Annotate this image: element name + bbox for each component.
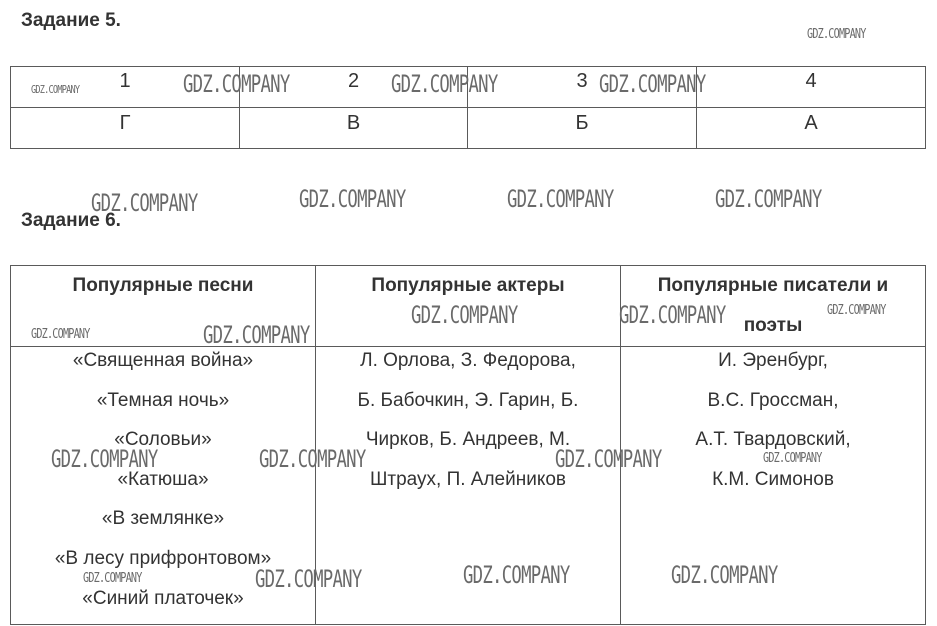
number-cell: 4: [697, 67, 926, 108]
writers-line: И. Эренбург,: [718, 350, 828, 371]
header-songs: Популярные песни: [11, 266, 316, 347]
writers-line: А.Т. Твардовский,: [695, 429, 851, 451]
watermark: GDZ.COMPANY: [31, 327, 90, 342]
watermark: GDZ.COMPANY: [763, 451, 822, 466]
header-writers-line-1: Популярные писатели и: [657, 275, 889, 296]
writers-line: К.М. Симонов: [712, 468, 834, 490]
watermark: GDZ.COMPANY: [183, 70, 290, 98]
song-item: «Синий платочек»: [82, 587, 244, 609]
letter-cell: В: [240, 108, 468, 149]
actors-line: Б. Бабочкин, Э. Гарин, Б.: [357, 389, 579, 411]
actors-line: Штраух, П. Алейников: [369, 468, 567, 490]
watermark: GDZ.COMPANY: [391, 70, 498, 98]
actors-line: Чирков, Б. Андреев, М.: [365, 429, 571, 451]
watermark: GDZ.COMPANY: [51, 445, 158, 473]
letter-cell: Б: [468, 108, 697, 149]
number-cell: 3: [468, 67, 697, 108]
watermark: GDZ.COMPANY: [463, 561, 570, 589]
header-writers-line-2: поэты: [743, 315, 803, 336]
table-row-letters: [11, 108, 926, 149]
task-6-title: Задание 6.: [21, 210, 121, 231]
watermark: GDZ.COMPANY: [83, 571, 142, 586]
song-item: «В лесу прифронтовом»: [54, 547, 272, 569]
watermark: GDZ.COMPANY: [411, 301, 518, 329]
letter-cell: А: [697, 108, 926, 149]
watermark: GDZ.COMPANY: [507, 185, 614, 213]
actors-line: Л. Орлова, З. Федорова,: [360, 350, 576, 371]
watermark: GDZ.COMPANY: [31, 83, 80, 96]
watermark: GDZ.COMPANY: [259, 445, 366, 473]
watermark: GDZ.COMPANY: [203, 321, 310, 349]
watermark: GDZ.COMPANY: [715, 185, 822, 213]
song-item: «В землянке»: [101, 508, 225, 530]
song-item: «Катюша»: [117, 468, 209, 490]
watermark: GDZ.COMPANY: [827, 303, 886, 318]
song-item: «Темная ночь»: [96, 389, 230, 411]
song-item: «Соловьи»: [114, 429, 212, 451]
number-cell: 2: [240, 67, 468, 108]
watermark: GDZ.COMPANY: [619, 301, 726, 329]
watermark: GDZ.COMPANY: [671, 561, 778, 589]
watermark: GDZ.COMPANY: [91, 189, 198, 217]
watermark: GDZ.COMPANY: [299, 185, 406, 213]
watermark: GDZ.COMPANY: [807, 27, 866, 42]
writers-line: В.С. Гроссман,: [707, 389, 839, 411]
song-item: «Священная война»: [72, 350, 254, 371]
header-actors: Популярные актеры: [316, 266, 621, 347]
watermark: GDZ.COMPANY: [555, 445, 662, 473]
task-5-title: Задание 5.: [21, 10, 121, 31]
watermark: GDZ.COMPANY: [599, 70, 706, 98]
watermark: GDZ.COMPANY: [255, 565, 362, 593]
letter-cell: Г: [11, 108, 240, 149]
number-cell: 1: [11, 67, 240, 108]
